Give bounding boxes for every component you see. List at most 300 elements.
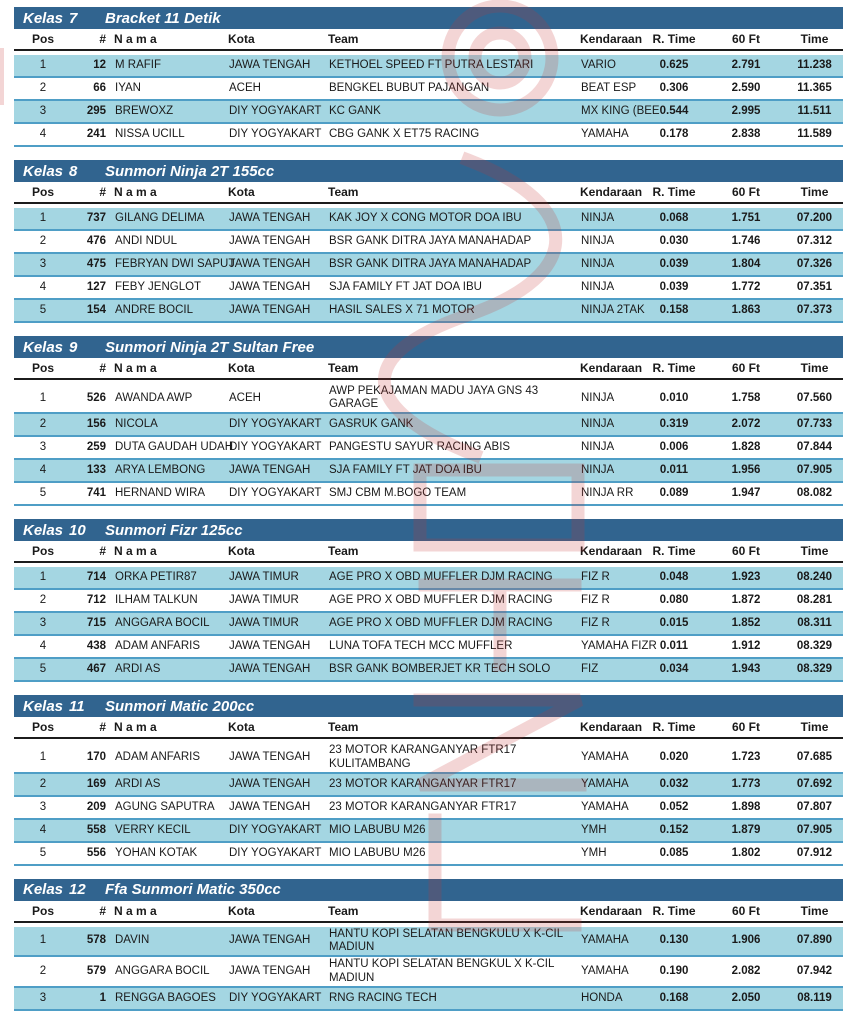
column-header-team: Team [326, 901, 578, 922]
column-header-kota: Kota [226, 901, 326, 922]
cell-pos: 5 [14, 482, 72, 505]
class-label: Kelas [23, 521, 64, 539]
cell-r_time: 0.319 [642, 413, 706, 436]
cell-team: KAK JOY X CONG MOTOR DOA IBU [326, 208, 578, 230]
cell-team: SMJ CBM M.BOGO TEAM [326, 482, 578, 505]
column-header-kota: Kota [226, 29, 326, 50]
cell-kota: JAWA TENGAH [226, 55, 326, 77]
cell-kota: DIY YOGYAKART [226, 842, 326, 865]
class-name: Sunmori Matic 200cc [105, 697, 255, 715]
cell-num: 715 [72, 612, 112, 635]
cell-pos: 3 [14, 612, 72, 635]
column-header-kota: Kota [226, 541, 326, 562]
cell-time: 07.733 [786, 413, 843, 436]
result-row [14, 612, 843, 635]
cell-ft_60: 1.872 [706, 589, 786, 612]
cell-ft_60: 1.947 [706, 482, 786, 505]
cell-pos: 1 [14, 55, 72, 77]
cell-pos: 4 [14, 123, 72, 146]
result-row [14, 413, 843, 436]
class-title-bar [14, 695, 843, 717]
class-results-table [14, 519, 843, 682]
column-header-pos: Pos [14, 29, 72, 50]
cell-ft_60: 1.802 [706, 842, 786, 865]
cell-r_time: 0.006 [642, 436, 706, 459]
cell-kendaraan: YMH [578, 819, 642, 842]
class-title-bar [14, 160, 843, 182]
result-row [14, 299, 843, 322]
cell-num: 438 [72, 635, 112, 658]
cell-kota: JAWA TENGAH [226, 773, 326, 796]
cell-kota: DIY YOGYAKART [226, 413, 326, 436]
cell-team: HANTU KOPI SELATAN BENGKULU X K-CIL MADIUN [326, 927, 578, 956]
cell-ft_60: 1.923 [706, 567, 786, 589]
cell-nama: RENGGA BAGOES [112, 987, 226, 1010]
cell-team: AGE PRO X OBD MUFFLER DJM RACING [326, 567, 578, 589]
cell-nama: ORKA PETIR87 [112, 567, 226, 589]
cell-r_time: 0.032 [642, 773, 706, 796]
column-header-num: # [72, 29, 112, 50]
cell-time: 08.329 [786, 635, 843, 658]
column-header-r_time: R. Time [642, 541, 706, 562]
cell-time: 08.329 [786, 658, 843, 681]
cell-num: 66 [72, 77, 112, 100]
cell-ft_60: 2.791 [706, 55, 786, 77]
cell-r_time: 0.152 [642, 819, 706, 842]
cell-ft_60: 2.050 [706, 987, 786, 1010]
column-header-time: Time [786, 182, 843, 203]
cell-nama: BREWOXZ [112, 100, 226, 123]
cell-kota: JAWA TENGAH [226, 635, 326, 658]
result-row [14, 635, 843, 658]
result-row [14, 987, 843, 1010]
cell-num: 712 [72, 589, 112, 612]
class-label: Kelas [23, 162, 64, 180]
cell-nama: ARDI AS [112, 773, 226, 796]
cell-kota: JAWA TENGAH [226, 658, 326, 681]
cell-kendaraan: NINJA 2TAK [578, 299, 642, 322]
cell-kota: DIY YOGYAKART [226, 100, 326, 123]
cell-team: 23 MOTOR KARANGANYAR FTR17 [326, 796, 578, 819]
cell-ft_60: 1.723 [706, 743, 786, 772]
cell-kendaraan: YAMAHA [578, 123, 642, 146]
cell-num: 170 [72, 743, 112, 772]
cell-r_time: 0.089 [642, 482, 706, 505]
cell-num: 127 [72, 276, 112, 299]
result-row [14, 55, 843, 77]
cell-kota: DIY YOGYAKART [226, 987, 326, 1010]
cell-num: 1 [72, 987, 112, 1010]
column-header-kendaraan: Kendaraan [578, 717, 642, 738]
class-results-table [14, 879, 843, 1011]
column-header-row [14, 541, 843, 562]
cell-pos: 2 [14, 956, 72, 986]
cell-nama: ARYA LEMBONG [112, 459, 226, 482]
cell-num: 741 [72, 482, 112, 505]
result-row [14, 253, 843, 276]
cell-nama: ANGGARA BOCIL [112, 612, 226, 635]
column-header-time: Time [786, 901, 843, 922]
column-header-kota: Kota [226, 358, 326, 379]
cell-r_time: 0.625 [642, 55, 706, 77]
cell-team: KC GANK [326, 100, 578, 123]
column-header-ft_60: 60 Ft [706, 541, 786, 562]
cell-kendaraan: YAMAHA [578, 927, 642, 956]
cell-ft_60: 1.772 [706, 276, 786, 299]
cell-ft_60: 1.746 [706, 230, 786, 253]
cell-time: 07.942 [786, 956, 843, 986]
column-header-ft_60: 60 Ft [706, 29, 786, 50]
cell-pos: 1 [14, 384, 72, 413]
cell-num: 133 [72, 459, 112, 482]
class-label: Kelas [23, 338, 64, 356]
column-header-pos: Pos [14, 182, 72, 203]
result-row [14, 842, 843, 865]
result-row [14, 819, 843, 842]
result-row [14, 459, 843, 482]
cell-r_time: 0.015 [642, 612, 706, 635]
cell-r_time: 0.034 [642, 658, 706, 681]
cell-kota: JAWA TIMUR [226, 567, 326, 589]
results-table [14, 358, 843, 506]
results-table [14, 182, 843, 323]
cell-team: BSR GANK DITRA JAYA MANAHADAP [326, 253, 578, 276]
class-title-bar [14, 336, 843, 358]
class-name: Ffa Sunmori Matic 350cc [105, 881, 281, 899]
cell-r_time: 0.178 [642, 123, 706, 146]
cell-pos: 2 [14, 773, 72, 796]
cell-kota: DIY YOGYAKART [226, 482, 326, 505]
cell-nama: AGUNG SAPUTRA [112, 796, 226, 819]
cell-team: MIO LABUBU M26 [326, 842, 578, 865]
cell-team: GASRUK GANK [326, 413, 578, 436]
cell-ft_60: 1.879 [706, 819, 786, 842]
cell-num: 169 [72, 773, 112, 796]
cell-nama: ADAM ANFARIS [112, 635, 226, 658]
cell-nama: ARDI AS [112, 658, 226, 681]
cell-pos: 5 [14, 842, 72, 865]
class-results-table [14, 695, 843, 865]
cell-time: 07.373 [786, 299, 843, 322]
column-header-kendaraan: Kendaraan [578, 182, 642, 203]
column-header-team: Team [326, 358, 578, 379]
cell-time: 07.692 [786, 773, 843, 796]
column-header-r_time: R. Time [642, 717, 706, 738]
cell-kota: ACEH [226, 384, 326, 413]
cell-kota: JAWA TENGAH [226, 459, 326, 482]
column-header-ft_60: 60 Ft [706, 717, 786, 738]
cell-nama: DAVIN [112, 927, 226, 956]
cell-pos: 1 [14, 208, 72, 230]
cell-team: BSR GANK DITRA JAYA MANAHADAP [326, 230, 578, 253]
cell-time: 07.912 [786, 842, 843, 865]
cell-ft_60: 2.082 [706, 956, 786, 986]
class-results-table [14, 160, 843, 323]
cell-pos: 1 [14, 927, 72, 956]
result-row [14, 773, 843, 796]
cell-kota: DIY YOGYAKART [226, 819, 326, 842]
cell-ft_60: 2.995 [706, 100, 786, 123]
results-table [14, 717, 843, 865]
results-table [14, 541, 843, 682]
cell-r_time: 0.039 [642, 253, 706, 276]
column-header-pos: Pos [14, 717, 72, 738]
cell-nama: ANGGARA BOCIL [112, 956, 226, 986]
cell-r_time: 0.039 [642, 276, 706, 299]
column-header-nama: N a m a [112, 358, 226, 379]
column-header-num: # [72, 358, 112, 379]
cell-pos: 3 [14, 796, 72, 819]
cell-kendaraan: MX KING (BEE [578, 100, 642, 123]
cell-pos: 2 [14, 589, 72, 612]
cell-nama: FEBRYAN DWI SAPUT [112, 253, 226, 276]
cell-time: 08.240 [786, 567, 843, 589]
column-header-time: Time [786, 29, 843, 50]
cell-kendaraan: NINJA RR [578, 482, 642, 505]
cell-num: 156 [72, 413, 112, 436]
cell-kendaraan: NINJA [578, 384, 642, 413]
cell-team: AGE PRO X OBD MUFFLER DJM RACING [326, 589, 578, 612]
column-header-nama: N a m a [112, 717, 226, 738]
cell-team: AGE PRO X OBD MUFFLER DJM RACING [326, 612, 578, 635]
column-header-num: # [72, 182, 112, 203]
cell-nama: GILANG DELIMA [112, 208, 226, 230]
cell-num: 476 [72, 230, 112, 253]
column-header-num: # [72, 717, 112, 738]
cell-ft_60: 1.906 [706, 927, 786, 956]
cell-nama: AWANDA AWP [112, 384, 226, 413]
result-row [14, 384, 843, 413]
cell-r_time: 0.190 [642, 956, 706, 986]
cell-kendaraan: FIZ R [578, 612, 642, 635]
cell-kota: JAWA TENGAH [226, 276, 326, 299]
cell-ft_60: 1.804 [706, 253, 786, 276]
column-header-row [14, 29, 843, 50]
cell-ft_60: 1.852 [706, 612, 786, 635]
cell-team: BENGKEL BUBUT PAJANGAN [326, 77, 578, 100]
cell-nama: NICOLA [112, 413, 226, 436]
column-header-nama: N a m a [112, 901, 226, 922]
cell-nama: ANDI NDUL [112, 230, 226, 253]
cell-time: 08.311 [786, 612, 843, 635]
result-row [14, 230, 843, 253]
cell-kendaraan: YAMAHA FIZR [578, 635, 642, 658]
cell-pos: 4 [14, 635, 72, 658]
cell-kendaraan: NINJA [578, 276, 642, 299]
column-header-team: Team [326, 182, 578, 203]
cell-time: 07.890 [786, 927, 843, 956]
class-number: 7 [69, 9, 78, 27]
class-name: Sunmori Ninja 2T Sultan Free [105, 338, 315, 356]
cell-pos: 3 [14, 436, 72, 459]
column-header-row [14, 182, 843, 203]
column-header-r_time: R. Time [642, 901, 706, 922]
cell-ft_60: 2.838 [706, 123, 786, 146]
column-header-pos: Pos [14, 541, 72, 562]
class-label: Kelas [23, 9, 64, 27]
cell-time: 07.326 [786, 253, 843, 276]
cell-nama: DUTA GAUDAH UDAH [112, 436, 226, 459]
cell-num: 737 [72, 208, 112, 230]
class-results-table [14, 7, 843, 147]
column-header-row [14, 358, 843, 379]
cell-num: 295 [72, 100, 112, 123]
result-row [14, 100, 843, 123]
cell-kota: ACEH [226, 77, 326, 100]
cell-team: BSR GANK BOMBERJET KR TECH SOLO [326, 658, 578, 681]
cell-kota: DIY YOGYAKART [226, 436, 326, 459]
cell-r_time: 0.068 [642, 208, 706, 230]
column-header-row [14, 901, 843, 922]
cell-team: HASIL SALES X 71 MOTOR [326, 299, 578, 322]
results-tables [14, 7, 843, 1011]
column-header-kota: Kota [226, 182, 326, 203]
class-name: Bracket 11 Detik [105, 9, 221, 27]
cell-kota: JAWA TENGAH [226, 253, 326, 276]
result-row [14, 589, 843, 612]
cell-nama: ANDRE BOCIL [112, 299, 226, 322]
class-label: Kelas [23, 697, 64, 715]
cell-kota: JAWA TENGAH [226, 208, 326, 230]
cell-nama: ADAM ANFARIS [112, 743, 226, 772]
cell-kendaraan: NINJA [578, 436, 642, 459]
cell-kendaraan: YAMAHA [578, 956, 642, 986]
cell-kota: JAWA TENGAH [226, 299, 326, 322]
column-header-time: Time [786, 541, 843, 562]
cell-kendaraan: NINJA [578, 413, 642, 436]
column-header-r_time: R. Time [642, 358, 706, 379]
cell-team: CBG GANK X ET75 RACING [326, 123, 578, 146]
class-number: 9 [69, 338, 78, 356]
class-number: 8 [69, 162, 78, 180]
cell-r_time: 0.080 [642, 589, 706, 612]
class-title-bar [14, 879, 843, 901]
cell-team: 23 MOTOR KARANGANYAR FTR17 KULITAMBANG [326, 743, 578, 772]
column-header-time: Time [786, 358, 843, 379]
cell-num: 714 [72, 567, 112, 589]
cell-ft_60: 1.758 [706, 384, 786, 413]
cell-ft_60: 1.828 [706, 436, 786, 459]
cell-time: 08.082 [786, 482, 843, 505]
cell-pos: 2 [14, 230, 72, 253]
cell-num: 467 [72, 658, 112, 681]
cell-num: 475 [72, 253, 112, 276]
cell-time: 07.685 [786, 743, 843, 772]
column-header-ft_60: 60 Ft [706, 358, 786, 379]
cell-nama: M RAFIF [112, 55, 226, 77]
cell-kendaraan: NINJA [578, 230, 642, 253]
cell-team: MIO LABUBU M26 [326, 819, 578, 842]
cell-num: 12 [72, 55, 112, 77]
column-header-r_time: R. Time [642, 182, 706, 203]
class-label: Kelas [23, 881, 64, 899]
result-row [14, 276, 843, 299]
cell-team: PANGESTU SAYUR RACING ABIS [326, 436, 578, 459]
cell-kota: JAWA TENGAH [226, 230, 326, 253]
cell-time: 11.238 [786, 55, 843, 77]
cell-r_time: 0.048 [642, 567, 706, 589]
cell-r_time: 0.544 [642, 100, 706, 123]
cell-ft_60: 1.898 [706, 796, 786, 819]
cell-num: 579 [72, 956, 112, 986]
result-row [14, 743, 843, 772]
cell-num: 209 [72, 796, 112, 819]
column-header-nama: N a m a [112, 541, 226, 562]
column-header-kendaraan: Kendaraan [578, 541, 642, 562]
cell-ft_60: 1.956 [706, 459, 786, 482]
result-row [14, 77, 843, 100]
cell-time: 07.844 [786, 436, 843, 459]
cell-r_time: 0.130 [642, 927, 706, 956]
cell-kendaraan: FIZ [578, 658, 642, 681]
cell-kendaraan: HONDA [578, 987, 642, 1010]
cell-pos: 1 [14, 743, 72, 772]
cell-kota: DIY YOGYAKART [226, 123, 326, 146]
cell-pos: 5 [14, 658, 72, 681]
cell-ft_60: 1.751 [706, 208, 786, 230]
cell-time: 07.312 [786, 230, 843, 253]
cell-num: 558 [72, 819, 112, 842]
cell-kendaraan: BEAT ESP [578, 77, 642, 100]
column-header-kendaraan: Kendaraan [578, 358, 642, 379]
result-row [14, 796, 843, 819]
cell-kendaraan: YAMAHA [578, 796, 642, 819]
cell-num: 578 [72, 927, 112, 956]
cell-nama: IYAN [112, 77, 226, 100]
cell-ft_60: 2.590 [706, 77, 786, 100]
cell-team: RNG RACING TECH [326, 987, 578, 1010]
cell-r_time: 0.011 [642, 459, 706, 482]
cell-num: 241 [72, 123, 112, 146]
cell-pos: 5 [14, 299, 72, 322]
result-row [14, 482, 843, 505]
cell-r_time: 0.010 [642, 384, 706, 413]
cell-time: 11.511 [786, 100, 843, 123]
cell-pos: 4 [14, 276, 72, 299]
cell-nama: NISSA UCILL [112, 123, 226, 146]
class-results-table [14, 336, 843, 506]
cell-team: KETHOEL SPEED FT PUTRA LESTARI [326, 55, 578, 77]
results-table [14, 29, 843, 147]
cell-pos: 2 [14, 413, 72, 436]
column-header-team: Team [326, 29, 578, 50]
cell-time: 07.807 [786, 796, 843, 819]
cell-pos: 3 [14, 253, 72, 276]
cell-nama: FEBY JENGLOT [112, 276, 226, 299]
class-name: Sunmori Ninja 2T 155cc [105, 162, 275, 180]
cell-kendaraan: FIZ R [578, 567, 642, 589]
column-header-row [14, 717, 843, 738]
cell-kota: JAWA TENGAH [226, 743, 326, 772]
column-header-team: Team [326, 541, 578, 562]
cell-pos: 3 [14, 987, 72, 1010]
cell-r_time: 0.168 [642, 987, 706, 1010]
cell-kendaraan: NINJA [578, 459, 642, 482]
cell-pos: 4 [14, 819, 72, 842]
cell-kendaraan: VARIO [578, 55, 642, 77]
cell-ft_60: 1.773 [706, 773, 786, 796]
cell-r_time: 0.306 [642, 77, 706, 100]
cell-num: 526 [72, 384, 112, 413]
column-header-r_time: R. Time [642, 29, 706, 50]
cell-kota: JAWA TIMUR [226, 612, 326, 635]
column-header-kendaraan: Kendaraan [578, 29, 642, 50]
cell-kendaraan: YAMAHA [578, 773, 642, 796]
cell-time: 07.905 [786, 459, 843, 482]
result-row [14, 927, 843, 956]
class-number: 12 [69, 881, 86, 899]
column-header-kendaraan: Kendaraan [578, 901, 642, 922]
